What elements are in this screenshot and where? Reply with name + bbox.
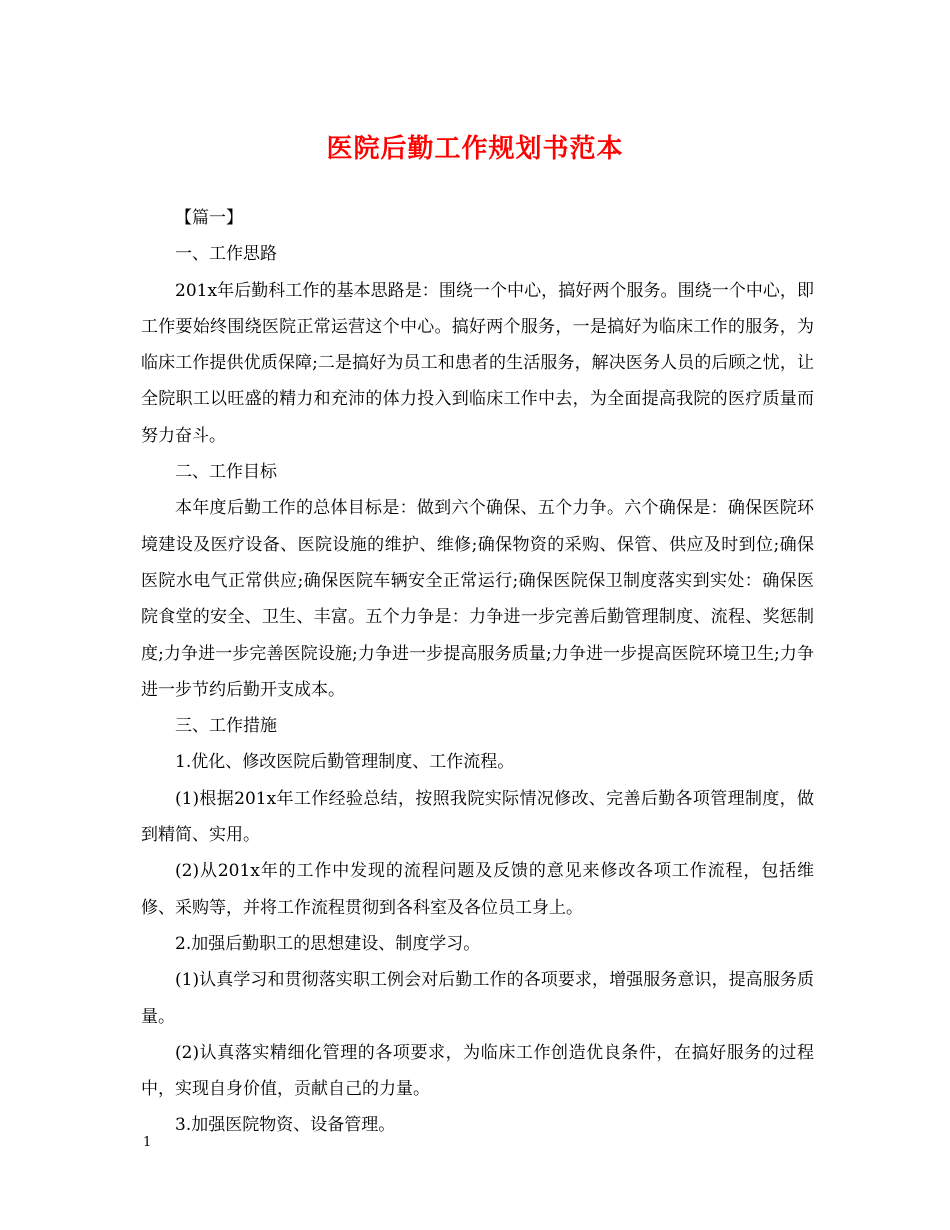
document-title: 医院后勤工作规划书范本 bbox=[326, 134, 624, 164]
body-paragraph: 本年度后勤工作的总体目标是：做到六个确保、五个力争。六个确保是：确保医院环境建设及医疗设备、医院设施的维护、维修;确保物资的采购、保管、供应及时到位;确保医院水电气正常供应;确保医院车辆安全正常运行;确保医院保卫制度落实到实处：确保医院食堂的安全、卫生、丰富。五个力争是：力争进一步完善后勤管理制度、流程、奖惩制度;力争进一步完善医院设施;力争进一步提高服务质量;力争进一步提高医院环境卫生;力争进一步节约后勤开支成本。 bbox=[141, 498, 814, 700]
list-item-heading: 2.加强后勤职工的思想建设、制度学习。 bbox=[175, 933, 481, 954]
list-item-heading: 1.优化、修改医院后勤管理制度、工作流程。 bbox=[175, 752, 515, 773]
list-item-heading: 3.加强医院物资、设备管理。 bbox=[175, 1115, 396, 1136]
subsection-heading: 二、工作目标 bbox=[175, 462, 277, 483]
body-paragraph: 201x年后勤科工作的基本思路是：围绕一个中心，搞好两个服务。围绕一个中心，即工作要始终围绕医院正常运营这个中心。搞好两个服务，一是搞好为临床工作的服务，为临床工作提供优质保障;二是搞好为员工和患者的生活服务，解决医务人员的后顾之忧，让全院职工以旺盛的精力和充沛的体力投入到临床工作中去，为全面提高我院的医疗质量而努力奋斗。 bbox=[141, 280, 814, 446]
body-paragraph: (1)根据201x年工作经验总结，按照我院实际情况修改、完善后勤各项管理制度，做到精简、实用。 bbox=[141, 788, 814, 846]
body-paragraph: (2)认真落实精细化管理的各项要求，为临床工作创造优良条件，在搞好服务的过程中，实现自身价值，贡献自己的力量。 bbox=[141, 1042, 814, 1100]
section-heading: 【篇一】 bbox=[175, 208, 243, 228]
body-paragraph: (1)认真学习和贯彻落实职工例会对后勤工作的各项要求，增强服务意识，提高服务质量。 bbox=[141, 970, 814, 1027]
body-paragraph: (2)从201x年的工作中发现的流程问题及反馈的意见来修改各项工作流程，包括维修、采购等，并将工作流程贯彻到各科室及各位员工身上。 bbox=[141, 861, 814, 918]
subsection-heading: 一、工作思路 bbox=[175, 244, 277, 265]
document-body bbox=[141, 200, 814, 1144]
page-number: 1 bbox=[143, 1135, 152, 1150]
subsection-heading: 三、工作措施 bbox=[175, 716, 277, 737]
